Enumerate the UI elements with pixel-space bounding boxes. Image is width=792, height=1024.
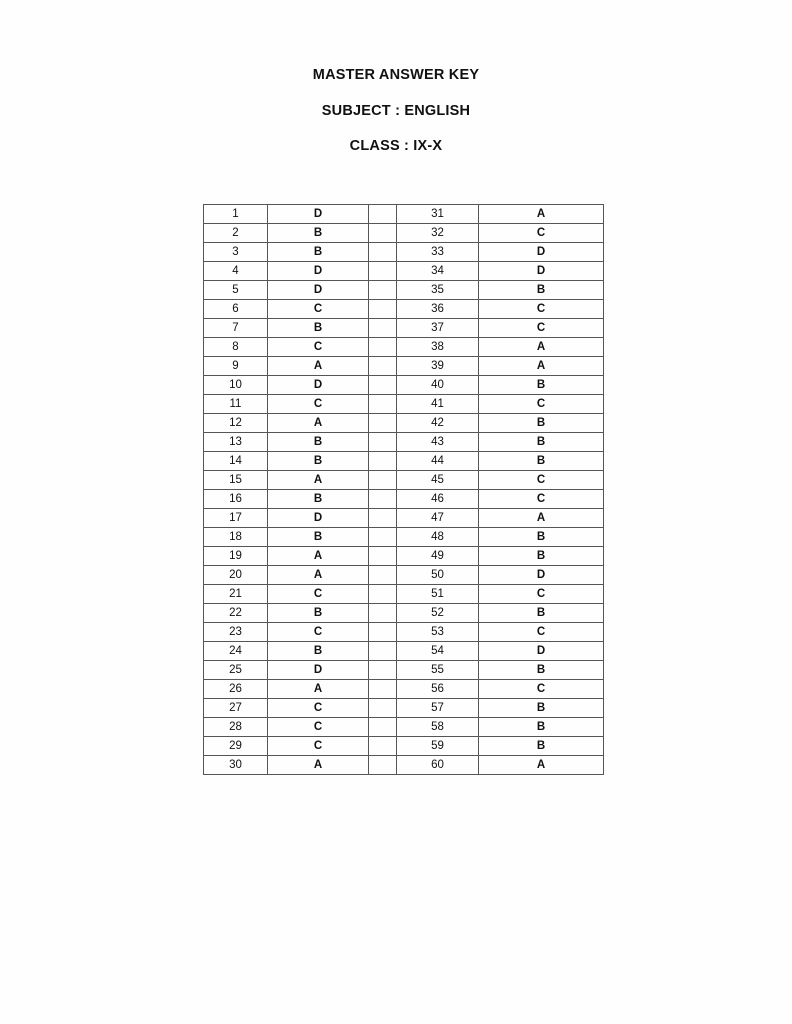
question-number: 58 bbox=[397, 718, 479, 737]
spacer-cell bbox=[369, 376, 397, 395]
table-row bbox=[204, 756, 604, 775]
spacer-cell bbox=[369, 585, 397, 604]
spacer-cell bbox=[369, 718, 397, 737]
spacer-cell bbox=[369, 490, 397, 509]
answer-cell: B bbox=[479, 737, 604, 756]
answer-cell: A bbox=[479, 357, 604, 376]
spacer-cell bbox=[369, 471, 397, 490]
answer-cell: C bbox=[479, 471, 604, 490]
table-row bbox=[204, 604, 604, 623]
answer-cell: C bbox=[479, 585, 604, 604]
spacer-cell bbox=[369, 224, 397, 243]
question-number: 16 bbox=[204, 490, 268, 509]
answer-cell: C bbox=[479, 490, 604, 509]
table-row bbox=[204, 699, 604, 718]
spacer-cell bbox=[369, 547, 397, 566]
answer-cell: B bbox=[479, 376, 604, 395]
question-number: 9 bbox=[204, 357, 268, 376]
table-row bbox=[204, 433, 604, 452]
question-number: 10 bbox=[204, 376, 268, 395]
table-row bbox=[204, 262, 604, 281]
answer-cell: B bbox=[479, 699, 604, 718]
answer-cell: C bbox=[479, 300, 604, 319]
question-number: 2 bbox=[204, 224, 268, 243]
question-number: 40 bbox=[397, 376, 479, 395]
question-number: 31 bbox=[397, 205, 479, 224]
question-number: 48 bbox=[397, 528, 479, 547]
table-row bbox=[204, 471, 604, 490]
table-row bbox=[204, 623, 604, 642]
spacer-cell bbox=[369, 604, 397, 623]
answer-cell: C bbox=[268, 718, 369, 737]
answer-cell: D bbox=[268, 509, 369, 528]
answer-cell: B bbox=[479, 661, 604, 680]
answer-cell: A bbox=[268, 566, 369, 585]
answer-cell: D bbox=[268, 376, 369, 395]
table-row bbox=[204, 300, 604, 319]
table-row bbox=[204, 376, 604, 395]
subject-heading: SUBJECT : ENGLISH bbox=[321, 103, 471, 119]
table-row bbox=[204, 680, 604, 699]
spacer-cell bbox=[369, 319, 397, 338]
question-number: 44 bbox=[397, 452, 479, 471]
answer-cell: B bbox=[479, 452, 604, 471]
table-row bbox=[204, 642, 604, 661]
question-number: 38 bbox=[397, 338, 479, 357]
answer-cell: D bbox=[479, 566, 604, 585]
table-row bbox=[204, 509, 604, 528]
spacer-cell bbox=[369, 661, 397, 680]
spacer-cell bbox=[369, 205, 397, 224]
answer-cell: D bbox=[479, 243, 604, 262]
question-number: 43 bbox=[397, 433, 479, 452]
table-row bbox=[204, 490, 604, 509]
table-row bbox=[204, 585, 604, 604]
question-number: 47 bbox=[397, 509, 479, 528]
question-number: 14 bbox=[204, 452, 268, 471]
question-number: 4 bbox=[204, 262, 268, 281]
question-number: 39 bbox=[397, 357, 479, 376]
answer-cell: C bbox=[268, 585, 369, 604]
question-number: 45 bbox=[397, 471, 479, 490]
spacer-cell bbox=[369, 395, 397, 414]
question-number: 32 bbox=[397, 224, 479, 243]
spacer-cell bbox=[369, 680, 397, 699]
answer-cell: A bbox=[268, 680, 369, 699]
spacer-cell bbox=[369, 566, 397, 585]
question-number: 60 bbox=[397, 756, 479, 775]
table-row bbox=[204, 357, 604, 376]
question-number: 46 bbox=[397, 490, 479, 509]
spacer-cell bbox=[369, 357, 397, 376]
class-heading: CLASS : IX-X bbox=[349, 138, 443, 154]
question-number: 13 bbox=[204, 433, 268, 452]
spacer-cell bbox=[369, 281, 397, 300]
table-row bbox=[204, 205, 604, 224]
table-row bbox=[204, 547, 604, 566]
answer-cell: A bbox=[479, 338, 604, 357]
question-number: 27 bbox=[204, 699, 268, 718]
question-number: 3 bbox=[204, 243, 268, 262]
question-number: 59 bbox=[397, 737, 479, 756]
answer-cell: A bbox=[268, 357, 369, 376]
spacer-cell bbox=[369, 528, 397, 547]
spacer-cell bbox=[369, 338, 397, 357]
answer-cell: B bbox=[479, 604, 604, 623]
question-number: 34 bbox=[397, 262, 479, 281]
spacer-cell bbox=[369, 414, 397, 433]
page-title: MASTER ANSWER KEY bbox=[312, 67, 480, 83]
answer-cell: B bbox=[268, 528, 369, 547]
table-row bbox=[204, 395, 604, 414]
question-number: 7 bbox=[204, 319, 268, 338]
answer-cell: B bbox=[479, 528, 604, 547]
answer-cell: B bbox=[268, 642, 369, 661]
question-number: 11 bbox=[204, 395, 268, 414]
question-number: 52 bbox=[397, 604, 479, 623]
answer-cell: B bbox=[268, 319, 369, 338]
answer-cell: D bbox=[268, 205, 369, 224]
spacer-cell bbox=[369, 642, 397, 661]
table-row bbox=[204, 224, 604, 243]
spacer-cell bbox=[369, 433, 397, 452]
answer-cell: C bbox=[268, 338, 369, 357]
question-number: 21 bbox=[204, 585, 268, 604]
answer-cell: B bbox=[479, 718, 604, 737]
answer-cell: B bbox=[268, 433, 369, 452]
answer-cell: D bbox=[479, 262, 604, 281]
question-number: 49 bbox=[397, 547, 479, 566]
answer-cell: A bbox=[268, 756, 369, 775]
spacer-cell bbox=[369, 300, 397, 319]
question-number: 42 bbox=[397, 414, 479, 433]
spacer-cell bbox=[369, 262, 397, 281]
answer-cell: C bbox=[268, 699, 369, 718]
answer-cell: A bbox=[479, 509, 604, 528]
spacer-cell bbox=[369, 509, 397, 528]
question-number: 17 bbox=[204, 509, 268, 528]
question-number: 6 bbox=[204, 300, 268, 319]
question-number: 36 bbox=[397, 300, 479, 319]
answer-cell: B bbox=[268, 243, 369, 262]
question-number: 30 bbox=[204, 756, 268, 775]
question-number: 41 bbox=[397, 395, 479, 414]
question-number: 19 bbox=[204, 547, 268, 566]
question-number: 5 bbox=[204, 281, 268, 300]
question-number: 55 bbox=[397, 661, 479, 680]
question-number: 12 bbox=[204, 414, 268, 433]
answer-cell: C bbox=[479, 319, 604, 338]
spacer-cell bbox=[369, 699, 397, 718]
table-row bbox=[204, 338, 604, 357]
answer-cell: C bbox=[479, 395, 604, 414]
question-number: 28 bbox=[204, 718, 268, 737]
answer-cell: A bbox=[268, 547, 369, 566]
answer-key-table bbox=[203, 204, 604, 775]
answer-cell: B bbox=[479, 433, 604, 452]
question-number: 23 bbox=[204, 623, 268, 642]
answer-cell: C bbox=[268, 395, 369, 414]
question-number: 1 bbox=[204, 205, 268, 224]
answer-cell: D bbox=[268, 661, 369, 680]
answer-cell: A bbox=[479, 756, 604, 775]
answer-cell: A bbox=[479, 205, 604, 224]
question-number: 37 bbox=[397, 319, 479, 338]
answer-cell: B bbox=[479, 281, 604, 300]
table-row bbox=[204, 718, 604, 737]
spacer-cell bbox=[369, 737, 397, 756]
answer-key-body bbox=[204, 205, 604, 775]
table-row bbox=[204, 566, 604, 585]
answer-cell: B bbox=[268, 224, 369, 243]
table-row bbox=[204, 243, 604, 262]
answer-cell: A bbox=[268, 414, 369, 433]
table-row bbox=[204, 528, 604, 547]
question-number: 35 bbox=[397, 281, 479, 300]
question-number: 29 bbox=[204, 737, 268, 756]
answer-cell: C bbox=[268, 737, 369, 756]
answer-cell: D bbox=[268, 281, 369, 300]
answer-cell: C bbox=[479, 680, 604, 699]
answer-cell: B bbox=[479, 547, 604, 566]
table-row bbox=[204, 661, 604, 680]
table-row bbox=[204, 319, 604, 338]
answer-cell: D bbox=[268, 262, 369, 281]
answer-cell: B bbox=[479, 414, 604, 433]
answer-cell: C bbox=[268, 300, 369, 319]
question-number: 54 bbox=[397, 642, 479, 661]
question-number: 56 bbox=[397, 680, 479, 699]
answer-cell: B bbox=[268, 604, 369, 623]
spacer-cell bbox=[369, 452, 397, 471]
question-number: 53 bbox=[397, 623, 479, 642]
table-row bbox=[204, 414, 604, 433]
answer-cell: C bbox=[268, 623, 369, 642]
answer-cell: C bbox=[479, 224, 604, 243]
answer-cell: C bbox=[479, 623, 604, 642]
question-number: 22 bbox=[204, 604, 268, 623]
answer-cell: B bbox=[268, 490, 369, 509]
question-number: 24 bbox=[204, 642, 268, 661]
spacer-cell bbox=[369, 243, 397, 262]
question-number: 33 bbox=[397, 243, 479, 262]
question-number: 50 bbox=[397, 566, 479, 585]
question-number: 26 bbox=[204, 680, 268, 699]
question-number: 15 bbox=[204, 471, 268, 490]
answer-cell: D bbox=[479, 642, 604, 661]
question-number: 18 bbox=[204, 528, 268, 547]
answer-cell: A bbox=[268, 471, 369, 490]
question-number: 8 bbox=[204, 338, 268, 357]
spacer-cell bbox=[369, 756, 397, 775]
table-row bbox=[204, 737, 604, 756]
question-number: 57 bbox=[397, 699, 479, 718]
question-number: 25 bbox=[204, 661, 268, 680]
answer-cell: B bbox=[268, 452, 369, 471]
question-number: 20 bbox=[204, 566, 268, 585]
question-number: 51 bbox=[397, 585, 479, 604]
table-row bbox=[204, 452, 604, 471]
spacer-cell bbox=[369, 623, 397, 642]
table-row bbox=[204, 281, 604, 300]
